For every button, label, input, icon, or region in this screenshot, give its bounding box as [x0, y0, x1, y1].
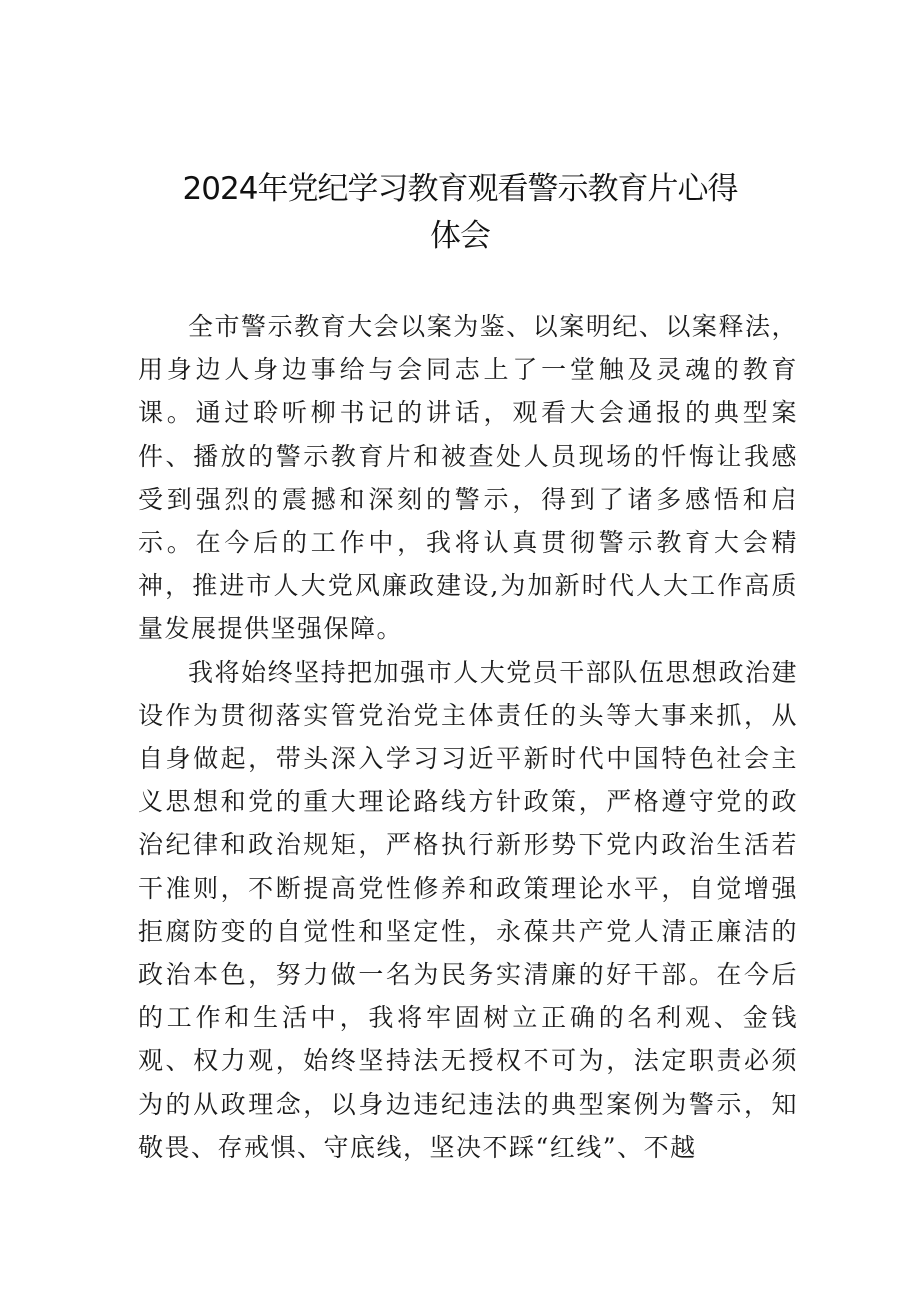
title-line-1: 2024年党纪学习教育观看警示教育片心得	[182, 171, 738, 207]
document-body	[138, 305, 798, 1169]
paragraph-2: 我将始终坚持把加强市人大党员干部队伍思想政治建设作为贯彻落实管党治党主体责任的头等大事来抓，从自身做起，带头深入学习习近平新时代中国特色社会主义思想和党的重大理论路线方针政策，严格遵守党的政治纪律和政治规矩，严格执行新形势下党内政治生活若干准则，不断提高党性修养和政策理论水平，自觉增强拒腐防变的自觉性和坚定性，永葆共产党人清正廉洁的政治本色，努力做一名为民务实清廉的好干部。在今后的工作和生活中，我将牢固树立正确的名利观、金钱观、权力观，始终坚持法无授权不可为，法定职责必须为的从政理念，以身边违纪违法的典型案例为警示，知敬畏、存戒惧、守底线，坚决不踩“红线”、不越	[138, 657, 798, 1162]
document-title	[130, 166, 790, 260]
title-line-2: 体会	[430, 218, 490, 254]
paragraph-1: 全市警示教育大会以案为鉴、以案明纪、以案释法，用身边人身边事给与会同志上了一堂触及灵魂的教育课。通过聆听柳书记的讲话，观看大会通报的典型案件、播放的警示教育片和被查处人员现场的忏悔让我感受到强烈的震撼和深刻的警示，得到了诸多感悟和启示。在今后的工作中，我将认真贯彻警示教育大会精神，推进市人大党风廉政建设,为加新时代人大工作高质量发展提供坚强保障。	[138, 312, 798, 644]
